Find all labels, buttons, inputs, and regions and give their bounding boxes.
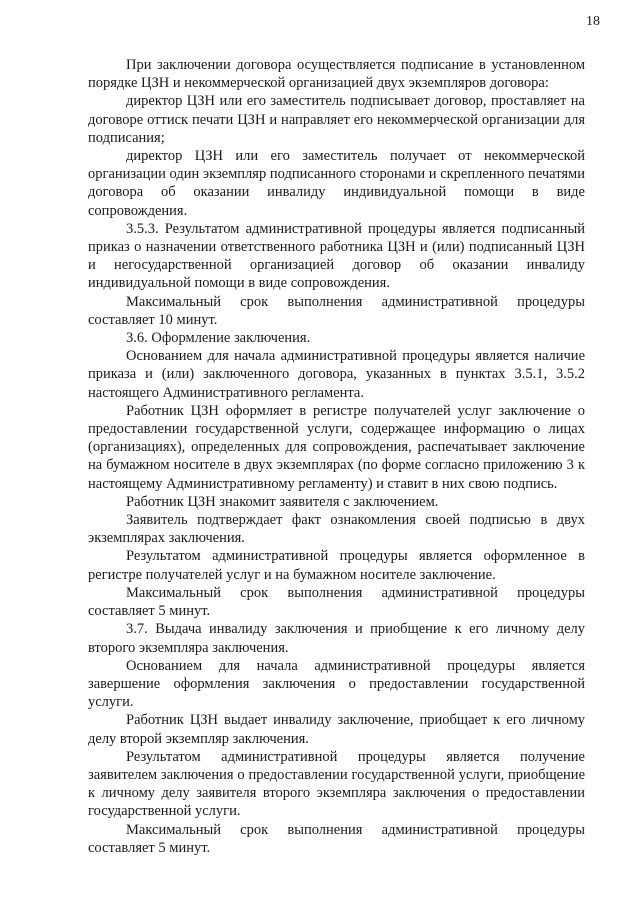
paragraph: Основанием для начала административной процедуры является наличие приказа и (или) заключенного договора, указанных в пунктах 3.5.1, 3.5.2 настоящего Административного регламента.: [88, 348, 585, 401]
paragraph: Результатом административной процедуры является оформленное в регистре получателей услуг и на бумажном носителе заключение.: [88, 548, 585, 583]
paragraph: Работник ЦЗН знакомит заявителя с заключением.: [126, 493, 439, 510]
paragraph: 3.7. Выдача инвалиду заключения и приобщение к его личному делу второго экземпляра заключения.: [88, 621, 585, 656]
section-heading: 3.6. Оформление заключения.: [126, 330, 311, 347]
paragraph: Максимальный срок выполнения административной процедуры составляет 10 минут.: [88, 293, 585, 328]
paragraph: Работник ЦЗН оформляет в регистре получателей услуг заключение о предоставлении государственной услуги, содержащее информацию о лицах (организациях), определенных для сопровождения, распечатывает заключение на бумажном носителе в двух экземплярах (по форме согласно приложению 3 к настоящему Административному регламенту) и ставит в них свою подпись.: [88, 402, 585, 492]
paragraph: Максимальный срок выполнения административной процедуры составляет 5 минут.: [88, 584, 585, 620]
body-text: [88, 56, 585, 857]
paragraph: 3.5.3. Результатом административной процедуры является подписанный приказ о назначении ответственного работника ЦЗН и (или) подписанный ЦЗН и негосударственной организацией договор об оказании инвалиду индивидуальной помощи в виде сопровождения.: [88, 220, 585, 292]
paragraph: При заключении договора осуществляется подписание в установленном порядке ЦЗН и некоммерческой организацией двух экземпляров договора:: [88, 57, 585, 92]
paragraph: директор ЦЗН или его заместитель получает от некоммерческой организации один экземпляр подписанного сторонами и скрепленного печатями договора об оказании инвалиду индивидуальной помощи в виде сопровождения.: [88, 148, 585, 219]
paragraph: Результатом административной процедуры является получение заявителем заключения о предоставлении государственной услуги, приобщение к личному делу заявителя второго экземпляра заключения о предоставлении государственной услуги.: [88, 748, 585, 820]
paragraph: Основанием для начала административной процедуры является завершение оформления заключения о предоставлении государственной услуги.: [88, 657, 585, 711]
paragraph: директор ЦЗН или его заместитель подписывает договор, проставляет на договоре оттиск печати ЦЗН и направляет его некоммерческой организации для подписания;: [88, 93, 585, 146]
page-number: 18: [586, 14, 600, 29]
paragraph: Заявитель подтверждает факт ознакомления своей подписью в двух экземплярах заключения.: [88, 512, 585, 547]
paragraph: Максимальный срок выполнения административной процедуры составляет 5 минут.: [88, 821, 585, 856]
paragraph: Работник ЦЗН выдает инвалиду заключение, приобщает к его личному делу второй экземпляр заключения.: [88, 712, 585, 747]
